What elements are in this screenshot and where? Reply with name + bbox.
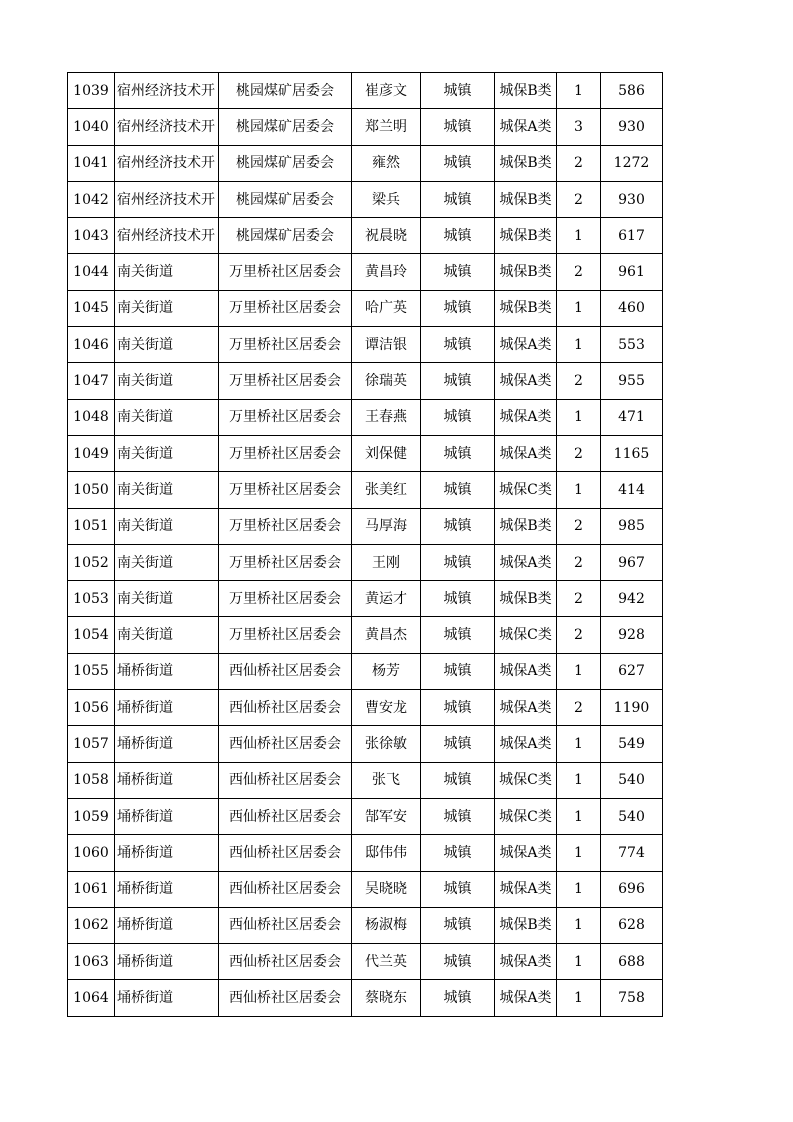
amount-cell: 414 — [601, 472, 663, 508]
record-number-cell: 1064 — [68, 980, 115, 1016]
insurance-type-cell: 城保A类 — [495, 435, 557, 471]
person-name-cell: 郑兰明 — [352, 109, 421, 145]
community-cell: 桃园煤矿居委会 — [219, 73, 352, 109]
household-count-cell: 1 — [557, 399, 601, 435]
community-cell: 西仙桥社区居委会 — [219, 690, 352, 726]
table-row — [68, 690, 663, 726]
street-cell: 埇桥街道 — [115, 871, 219, 907]
table-row — [68, 835, 663, 871]
area-type-cell: 城镇 — [421, 73, 495, 109]
area-type-cell: 城镇 — [421, 254, 495, 290]
person-name-cell: 张徐敏 — [352, 726, 421, 762]
table-row — [68, 508, 663, 544]
community-cell: 万里桥社区居委会 — [219, 327, 352, 363]
amount-cell: 1190 — [601, 690, 663, 726]
area-type-cell: 城镇 — [421, 726, 495, 762]
household-count-cell: 2 — [557, 435, 601, 471]
table-row — [68, 762, 663, 798]
table-row — [68, 980, 663, 1016]
insurance-type-cell: 城保C类 — [495, 617, 557, 653]
community-cell: 西仙桥社区居委会 — [219, 907, 352, 943]
area-type-cell: 城镇 — [421, 145, 495, 181]
record-number-cell: 1053 — [68, 581, 115, 617]
community-cell: 西仙桥社区居委会 — [219, 835, 352, 871]
table-row — [68, 726, 663, 762]
community-cell: 桃园煤矿居委会 — [219, 218, 352, 254]
street-cell: 宿州经济技术开 — [115, 181, 219, 217]
record-number-cell: 1041 — [68, 145, 115, 181]
household-count-cell: 2 — [557, 254, 601, 290]
household-count-cell: 2 — [557, 145, 601, 181]
amount-cell: 628 — [601, 907, 663, 943]
street-cell: 埇桥街道 — [115, 762, 219, 798]
household-count-cell: 1 — [557, 944, 601, 980]
area-type-cell: 城镇 — [421, 472, 495, 508]
record-number-cell: 1048 — [68, 399, 115, 435]
insurance-type-cell: 城保A类 — [495, 109, 557, 145]
household-count-cell: 1 — [557, 327, 601, 363]
area-type-cell: 城镇 — [421, 690, 495, 726]
record-number-cell: 1049 — [68, 435, 115, 471]
record-number-cell: 1056 — [68, 690, 115, 726]
table-row — [68, 254, 663, 290]
insurance-type-cell: 城保B类 — [495, 254, 557, 290]
community-cell: 万里桥社区居委会 — [219, 508, 352, 544]
table-row — [68, 327, 663, 363]
community-cell: 西仙桥社区居委会 — [219, 762, 352, 798]
person-name-cell: 郜军安 — [352, 798, 421, 834]
amount-cell: 930 — [601, 109, 663, 145]
household-count-cell: 2 — [557, 508, 601, 544]
record-number-cell: 1051 — [68, 508, 115, 544]
insurance-type-cell: 城保B类 — [495, 145, 557, 181]
record-number-cell: 1052 — [68, 544, 115, 580]
area-type-cell: 城镇 — [421, 544, 495, 580]
amount-cell: 928 — [601, 617, 663, 653]
table-row — [68, 544, 663, 580]
amount-cell: 688 — [601, 944, 663, 980]
record-number-cell: 1063 — [68, 944, 115, 980]
insurance-type-cell: 城保A类 — [495, 835, 557, 871]
street-cell: 埇桥街道 — [115, 835, 219, 871]
insurance-type-cell: 城保A类 — [495, 871, 557, 907]
person-name-cell: 张美红 — [352, 472, 421, 508]
person-name-cell: 代兰英 — [352, 944, 421, 980]
community-cell: 万里桥社区居委会 — [219, 363, 352, 399]
household-count-cell: 2 — [557, 581, 601, 617]
insurance-type-cell: 城保A类 — [495, 980, 557, 1016]
area-type-cell: 城镇 — [421, 327, 495, 363]
insurance-type-cell: 城保C类 — [495, 798, 557, 834]
person-name-cell: 杨芳 — [352, 653, 421, 689]
record-number-cell: 1062 — [68, 907, 115, 943]
household-count-cell: 1 — [557, 726, 601, 762]
area-type-cell: 城镇 — [421, 835, 495, 871]
person-name-cell: 刘保健 — [352, 435, 421, 471]
area-type-cell: 城镇 — [421, 653, 495, 689]
amount-cell: 774 — [601, 835, 663, 871]
record-number-cell: 1055 — [68, 653, 115, 689]
person-name-cell: 吴晓晓 — [352, 871, 421, 907]
street-cell: 埇桥街道 — [115, 726, 219, 762]
amount-cell: 549 — [601, 726, 663, 762]
street-cell: 南关街道 — [115, 617, 219, 653]
household-count-cell: 1 — [557, 290, 601, 326]
household-count-cell: 1 — [557, 907, 601, 943]
record-number-cell: 1060 — [68, 835, 115, 871]
community-cell: 万里桥社区居委会 — [219, 399, 352, 435]
person-name-cell: 曹安龙 — [352, 690, 421, 726]
amount-cell: 540 — [601, 798, 663, 834]
table-row — [68, 581, 663, 617]
table-row — [68, 472, 663, 508]
table-row — [68, 653, 663, 689]
area-type-cell: 城镇 — [421, 944, 495, 980]
street-cell: 南关街道 — [115, 508, 219, 544]
amount-cell: 617 — [601, 218, 663, 254]
record-number-cell: 1050 — [68, 472, 115, 508]
person-name-cell: 祝晨晓 — [352, 218, 421, 254]
person-name-cell: 黄运才 — [352, 581, 421, 617]
insurance-type-cell: 城保A类 — [495, 726, 557, 762]
household-count-cell: 2 — [557, 690, 601, 726]
insurance-type-cell: 城保B类 — [495, 290, 557, 326]
amount-cell: 471 — [601, 399, 663, 435]
insurance-type-cell: 城保A类 — [495, 944, 557, 980]
household-count-cell: 1 — [557, 653, 601, 689]
table-row — [68, 109, 663, 145]
amount-cell: 930 — [601, 181, 663, 217]
person-name-cell: 马厚海 — [352, 508, 421, 544]
person-name-cell: 崔彦文 — [352, 73, 421, 109]
area-type-cell: 城镇 — [421, 218, 495, 254]
street-cell: 南关街道 — [115, 363, 219, 399]
insurance-type-cell: 城保B类 — [495, 508, 557, 544]
community-cell: 西仙桥社区居委会 — [219, 726, 352, 762]
table-row — [68, 907, 663, 943]
amount-cell: 627 — [601, 653, 663, 689]
person-name-cell: 邸伟伟 — [352, 835, 421, 871]
area-type-cell: 城镇 — [421, 581, 495, 617]
community-cell: 万里桥社区居委会 — [219, 290, 352, 326]
street-cell: 南关街道 — [115, 254, 219, 290]
amount-cell: 985 — [601, 508, 663, 544]
street-cell: 南关街道 — [115, 290, 219, 326]
area-type-cell: 城镇 — [421, 181, 495, 217]
record-number-cell: 1039 — [68, 73, 115, 109]
street-cell: 宿州经济技术开 — [115, 109, 219, 145]
record-number-cell: 1057 — [68, 726, 115, 762]
household-count-cell: 1 — [557, 762, 601, 798]
community-cell: 桃园煤矿居委会 — [219, 145, 352, 181]
community-cell: 万里桥社区居委会 — [219, 472, 352, 508]
household-count-cell: 1 — [557, 218, 601, 254]
household-count-cell: 2 — [557, 544, 601, 580]
table-row — [68, 363, 663, 399]
street-cell: 南关街道 — [115, 544, 219, 580]
street-cell: 埇桥街道 — [115, 690, 219, 726]
insurance-type-cell: 城保C类 — [495, 762, 557, 798]
community-cell: 桃园煤矿居委会 — [219, 181, 352, 217]
record-number-cell: 1054 — [68, 617, 115, 653]
table-row — [68, 798, 663, 834]
household-count-cell: 1 — [557, 73, 601, 109]
amount-cell: 586 — [601, 73, 663, 109]
household-count-cell: 1 — [557, 871, 601, 907]
street-cell: 埇桥街道 — [115, 798, 219, 834]
person-name-cell: 徐瑞英 — [352, 363, 421, 399]
household-count-cell: 1 — [557, 835, 601, 871]
community-cell: 西仙桥社区居委会 — [219, 944, 352, 980]
area-type-cell: 城镇 — [421, 109, 495, 145]
household-count-cell: 2 — [557, 617, 601, 653]
person-name-cell: 蔡晓东 — [352, 980, 421, 1016]
person-name-cell: 谭洁银 — [352, 327, 421, 363]
person-name-cell: 雍然 — [352, 145, 421, 181]
street-cell: 埇桥街道 — [115, 907, 219, 943]
insurance-type-cell: 城保C类 — [495, 472, 557, 508]
community-cell: 万里桥社区居委会 — [219, 617, 352, 653]
record-number-cell: 1058 — [68, 762, 115, 798]
street-cell: 埇桥街道 — [115, 980, 219, 1016]
table-row — [68, 145, 663, 181]
area-type-cell: 城镇 — [421, 907, 495, 943]
table-row — [68, 435, 663, 471]
person-name-cell: 梁兵 — [352, 181, 421, 217]
amount-cell: 1272 — [601, 145, 663, 181]
street-cell: 宿州经济技术开 — [115, 145, 219, 181]
person-name-cell: 张飞 — [352, 762, 421, 798]
records-body — [68, 73, 663, 1017]
insurance-type-cell: 城保B类 — [495, 218, 557, 254]
area-type-cell: 城镇 — [421, 399, 495, 435]
person-name-cell: 黄昌玲 — [352, 254, 421, 290]
community-cell: 西仙桥社区居委会 — [219, 798, 352, 834]
area-type-cell: 城镇 — [421, 798, 495, 834]
insurance-type-cell: 城保A类 — [495, 690, 557, 726]
insurance-type-cell: 城保A类 — [495, 363, 557, 399]
record-number-cell: 1047 — [68, 363, 115, 399]
amount-cell: 1165 — [601, 435, 663, 471]
amount-cell: 696 — [601, 871, 663, 907]
insurance-type-cell: 城保B类 — [495, 181, 557, 217]
table-row — [68, 944, 663, 980]
area-type-cell: 城镇 — [421, 435, 495, 471]
record-number-cell: 1046 — [68, 327, 115, 363]
street-cell: 南关街道 — [115, 327, 219, 363]
amount-cell: 961 — [601, 254, 663, 290]
person-name-cell: 黄昌杰 — [352, 617, 421, 653]
records-table — [67, 72, 663, 1017]
area-type-cell: 城镇 — [421, 980, 495, 1016]
record-number-cell: 1061 — [68, 871, 115, 907]
community-cell: 西仙桥社区居委会 — [219, 653, 352, 689]
insurance-type-cell: 城保A类 — [495, 544, 557, 580]
household-count-cell: 1 — [557, 798, 601, 834]
person-name-cell: 哈广英 — [352, 290, 421, 326]
person-name-cell: 杨淑梅 — [352, 907, 421, 943]
area-type-cell: 城镇 — [421, 762, 495, 798]
table-row — [68, 73, 663, 109]
street-cell: 宿州经济技术开 — [115, 73, 219, 109]
table-row — [68, 290, 663, 326]
amount-cell: 540 — [601, 762, 663, 798]
table-row — [68, 181, 663, 217]
street-cell: 南关街道 — [115, 472, 219, 508]
street-cell: 南关街道 — [115, 435, 219, 471]
amount-cell: 967 — [601, 544, 663, 580]
insurance-type-cell: 城保B类 — [495, 581, 557, 617]
person-name-cell: 王春燕 — [352, 399, 421, 435]
insurance-type-cell: 城保A类 — [495, 399, 557, 435]
area-type-cell: 城镇 — [421, 290, 495, 326]
street-cell: 埇桥街道 — [115, 944, 219, 980]
community-cell: 万里桥社区居委会 — [219, 581, 352, 617]
record-number-cell: 1044 — [68, 254, 115, 290]
household-count-cell: 1 — [557, 980, 601, 1016]
community-cell: 万里桥社区居委会 — [219, 435, 352, 471]
table-row — [68, 617, 663, 653]
area-type-cell: 城镇 — [421, 363, 495, 399]
record-number-cell: 1043 — [68, 218, 115, 254]
household-count-cell: 1 — [557, 472, 601, 508]
record-number-cell: 1042 — [68, 181, 115, 217]
person-name-cell: 王刚 — [352, 544, 421, 580]
household-count-cell: 2 — [557, 181, 601, 217]
community-cell: 西仙桥社区居委会 — [219, 871, 352, 907]
table-row — [68, 218, 663, 254]
amount-cell: 942 — [601, 581, 663, 617]
insurance-type-cell: 城保A类 — [495, 653, 557, 689]
street-cell: 南关街道 — [115, 399, 219, 435]
record-number-cell: 1045 — [68, 290, 115, 326]
insurance-type-cell: 城保B类 — [495, 73, 557, 109]
amount-cell: 460 — [601, 290, 663, 326]
table-row — [68, 871, 663, 907]
insurance-type-cell: 城保B类 — [495, 907, 557, 943]
household-count-cell: 3 — [557, 109, 601, 145]
community-cell: 西仙桥社区居委会 — [219, 980, 352, 1016]
record-number-cell: 1040 — [68, 109, 115, 145]
area-type-cell: 城镇 — [421, 871, 495, 907]
community-cell: 桃园煤矿居委会 — [219, 109, 352, 145]
street-cell: 南关街道 — [115, 581, 219, 617]
amount-cell: 553 — [601, 327, 663, 363]
area-type-cell: 城镇 — [421, 617, 495, 653]
household-count-cell: 2 — [557, 363, 601, 399]
amount-cell: 955 — [601, 363, 663, 399]
insurance-type-cell: 城保A类 — [495, 327, 557, 363]
record-number-cell: 1059 — [68, 798, 115, 834]
area-type-cell: 城镇 — [421, 508, 495, 544]
table-row — [68, 399, 663, 435]
amount-cell: 758 — [601, 980, 663, 1016]
community-cell: 万里桥社区居委会 — [219, 254, 352, 290]
street-cell: 埇桥街道 — [115, 653, 219, 689]
street-cell: 宿州经济技术开 — [115, 218, 219, 254]
community-cell: 万里桥社区居委会 — [219, 544, 352, 580]
